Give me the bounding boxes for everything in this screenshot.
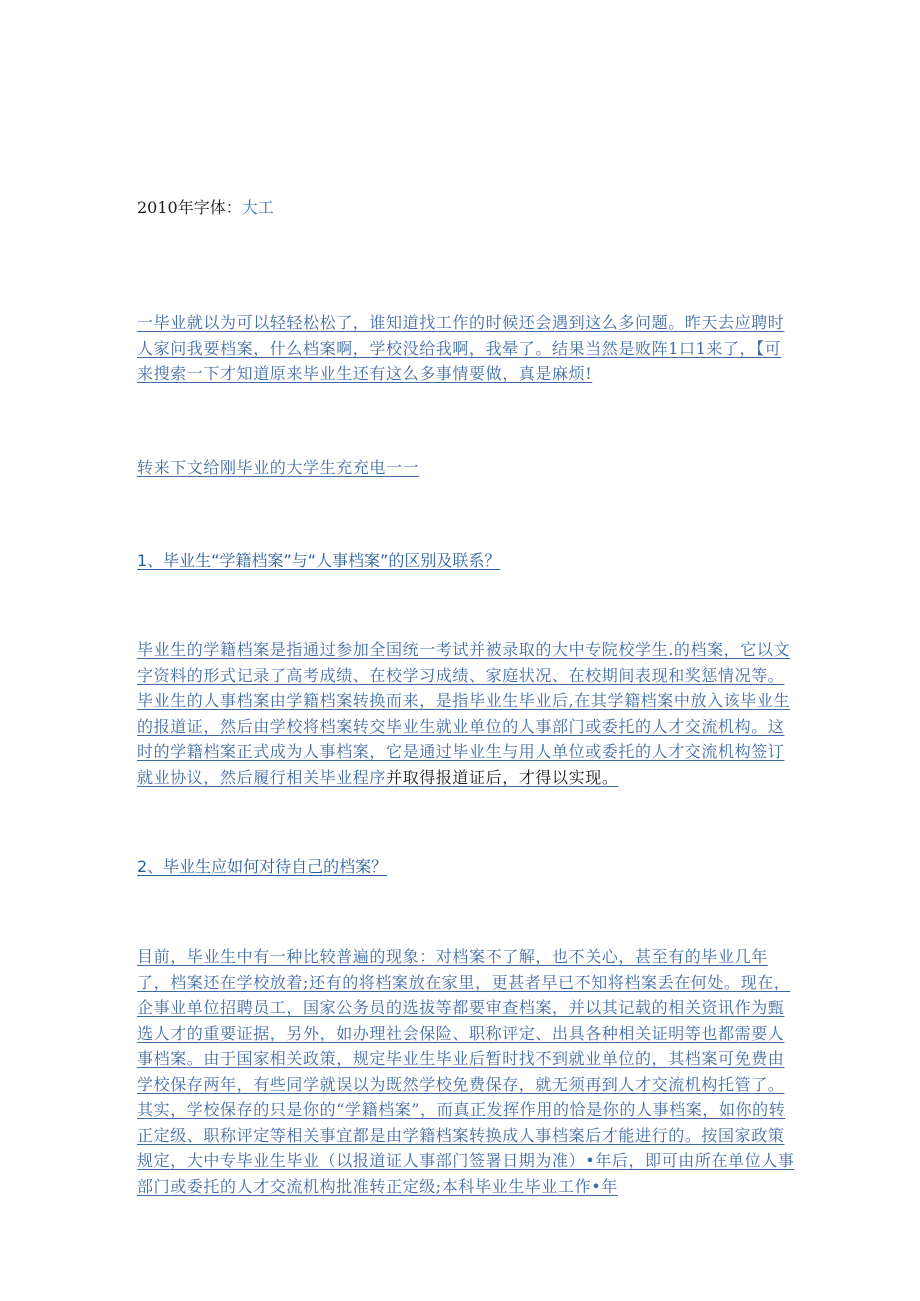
section-body-2[interactable]: 目前，毕业生中有一种比较普遍的现象：对档案不了解，也不关心，甚至有的毕业几年了，档案还在学校放着;还有的将档案放在家里，更甚者早已不知将档案丢在何处。现在，企事业单位招聘员工，国家公务员的选拔等都要审查档案，并以其记载的相关资讯作为甄选人才的重要证据，另外，如办理社会保险、职称评定、出具各种相关证明等也都需要人事档案。由于国家相关政策，规定毕业生毕业后暂时找不到就业单位的，其档案可免费由学校保存两年，有些同学就误以为既然学校免费保存，就无须再到人才交流机构托管了。其实，学校保存的只是你的“学籍档案”，而真正发挥作用的恰是你的人事档案，如你的转正定级、职称评定等相关事宜都是由学籍档案转换成人事档案后才能进行的。按国家政策规定，大中专毕业生毕业（以报道证人事部门签署日期为准）•年后，即可由所在单位人事部门或委托的人才交流机构批准转正定级;本科毕业生毕业工作•年 <box>137 947 795 1196</box>
header-line <box>137 196 797 220</box>
forward-intro-link[interactable]: 转来下文给刚毕业的大学生充充电一一 <box>137 458 420 477</box>
section-body-1-tail: 并取得报道证后，才得以实现。 <box>386 767 619 787</box>
section-body-1-text: 毕业生的学籍档案是指通过参加全国统一考试并被录取的大中专院校学生.的档案，它以文字资料的形式记录了高考成绩、在校学习成绩、家庭状况、在校期间表现和奖惩情况等。毕业生的人事档案由学籍档案转换而来，是指毕业生毕业后,在其学籍档案中放入该毕业生的报道证，然后由学校将档案转交毕业生就业单位的人事部门或委托的人才交流机构。这时的学籍档案正式成为人事档案，它是通过毕业生与用人单位或委托的人才交流机构签订就业协议，然后履行相关毕业程序 <box>137 640 791 787</box>
section-body-1[interactable] <box>137 637 797 790</box>
section-heading-2[interactable]: 2、毕业生应如何对待自己的档案？ <box>137 857 388 876</box>
header-prefix: 2010年字体： <box>137 198 242 217</box>
header-font-name: 大工 <box>241 198 274 217</box>
intro-paragraph-link[interactable]: 一毕业就以为可以轻轻松松了，谁知道找工作的时候还会遇到这么多问题。昨天去应聘时人家问我要档案，什么档案啊，学校没给我啊，我晕了。结果当然是败阵1口1来了，【可来搜索一下才知道原来毕业生还有这么多事情要做，真是麻烦! <box>137 313 785 383</box>
section-heading-1[interactable]: 1、毕业生“学籍档案”与“人事档案”的区别及联系？ <box>137 551 501 570</box>
